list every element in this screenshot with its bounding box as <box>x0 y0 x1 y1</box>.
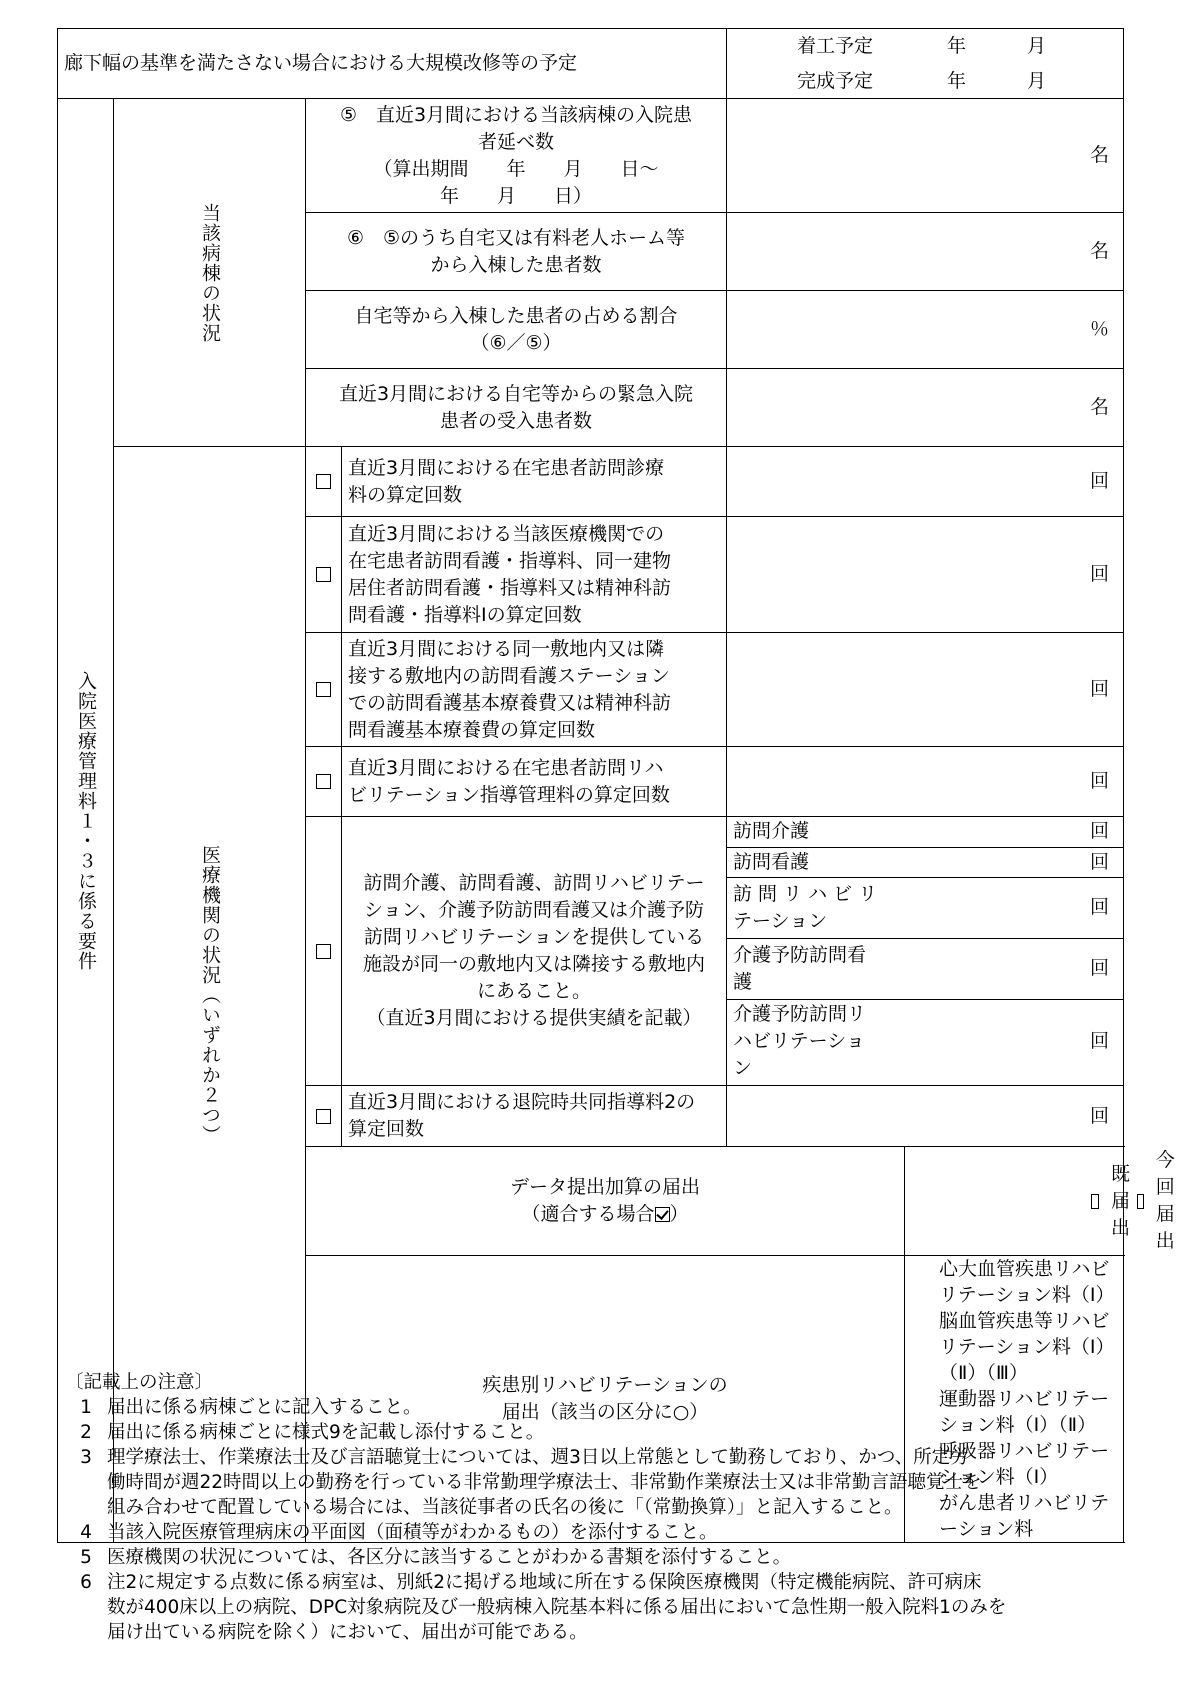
checkbox[interactable] <box>316 1109 331 1124</box>
text-line: 算定回数 <box>348 1118 425 1140</box>
data-submission-label <box>306 1147 905 1256</box>
inst-row-text <box>342 517 727 633</box>
ward-label: 当該病棟の状況 <box>199 202 221 343</box>
inst-row-value[interactable]: 回 <box>727 447 1124 517</box>
sub-row-1 <box>727 817 1123 847</box>
note-number: 6 <box>80 1572 92 1593</box>
text-line: 当該入院医療管理病床の平面図（面積等がわかるもの）を添付すること。 <box>107 1522 718 1543</box>
note-number: 2 <box>80 1422 92 1443</box>
text-line: 疾患別リハビリテーションの <box>482 1374 728 1396</box>
rehab-item[interactable]: 運動器リハビリテーション料（Ⅰ）（Ⅱ） <box>939 1388 1110 1436</box>
inst-row-1 <box>58 447 1124 517</box>
text-line: での訪問看護基本療養費又は精神科訪 <box>348 691 672 714</box>
ward-row-value[interactable]: ％ <box>727 291 1124 369</box>
text-line: 届け出ている病院を除く）において、届出が可能である。 <box>107 1622 588 1643</box>
text-line: データ提出加算の届出 <box>510 1176 701 1198</box>
start-year-label: 年 <box>947 34 967 57</box>
note-number: 3 <box>80 1447 92 1468</box>
sub-value[interactable]: 回 <box>1069 938 1123 999</box>
checkbox[interactable] <box>1137 1194 1144 1209</box>
text-line: 直近3月間における当該医療機関での <box>348 522 665 545</box>
text-line: 訪問介護、訪問看護、訪問リハビリテー <box>363 872 705 894</box>
rehab-item[interactable]: 心大血管疾患リハビリテーション料（Ⅰ） <box>939 1258 1115 1306</box>
text-line: 届出に係る病棟ごとに様式9を記載し添付すること。 <box>107 1422 545 1443</box>
start-label: 着工予定 <box>797 34 874 57</box>
complete-label: 完成予定 <box>797 69 874 92</box>
inst-checkbox-cell[interactable] <box>306 633 342 747</box>
text-line: 問看護・指導料Ⅰの算定回数 <box>348 603 582 626</box>
service-row-text <box>342 817 727 1086</box>
inst-row-text <box>342 447 727 517</box>
text-line: （直近3月間における提供実績を記載） <box>366 1007 702 1029</box>
option-label: 今回届出 <box>1155 1149 1175 1252</box>
text-line: 料の算定回数 <box>348 483 463 506</box>
ward-row-value[interactable]: 名 <box>727 369 1124 447</box>
sub-row-5 <box>727 999 1123 1084</box>
discharge-checkbox-cell[interactable] <box>306 1086 342 1147</box>
checkbox[interactable] <box>316 682 331 697</box>
checkbox[interactable] <box>316 474 331 489</box>
note-item <box>65 1545 1125 1570</box>
ward-label-cell <box>114 99 306 447</box>
text-line: 働時間が週22時間以上の勤務を行っている非常勤理学療法士、非常勤作業療法士又は非常勤言語聴覚士を <box>107 1472 982 1493</box>
service-checkbox-cell[interactable] <box>306 817 342 1086</box>
sub-row-2 <box>727 847 1123 877</box>
text-line: 直近3月間における在宅患者訪問リハ <box>348 756 664 779</box>
inst-row-value[interactable]: 回 <box>727 747 1124 817</box>
rehab-item[interactable]: 脳血管疾患等リハビリテーション料（Ⅰ）（Ⅱ）（Ⅲ） <box>939 1310 1115 1384</box>
text-line: ビリテーション指導管理料の算定回数 <box>348 783 670 806</box>
text-line: ⑤ 直近3月間における当該病棟の入院患 <box>339 103 693 126</box>
ward-row-text <box>306 213 727 291</box>
text-line: （⑥／⑤） <box>470 331 562 354</box>
data-submission-options <box>905 1147 1175 1256</box>
inst-label: 医療機関の状況（いずれか２つ） <box>199 844 221 1145</box>
start-month-label: 月 <box>1027 34 1047 57</box>
sub-label <box>727 938 1069 999</box>
note-item <box>65 1395 1125 1420</box>
checkbox[interactable] <box>316 774 331 789</box>
check-mark-icon <box>655 1207 670 1222</box>
note-number: 1 <box>80 1397 92 1418</box>
text-line: 接する敷地内の訪問看護ステーション <box>348 664 670 687</box>
checkbox[interactable] <box>316 567 331 582</box>
sub-value[interactable]: 回 <box>1069 847 1123 877</box>
text-line: 直近3月間における自宅等からの緊急入院 <box>338 382 694 405</box>
text-line: 患者の受入患者数 <box>440 409 593 432</box>
text-line: 医療機関の状況については、各区分に該当することがわかる書類を添付すること。 <box>107 1547 792 1568</box>
text-line: 介護予防訪問看 <box>733 943 867 966</box>
service-sub-table <box>727 817 1123 1084</box>
text-line: 届出（該当の区分に○） <box>501 1401 709 1423</box>
text-line <box>306 1201 904 1228</box>
outer-label-cell <box>58 99 114 1543</box>
notes-heading: 〔記載上の注意〕 <box>65 1372 214 1393</box>
text-line: 組み合わせて配置している場合には、当該従事者の氏名の後に「（常勤換算）」と記入すること。 <box>107 1497 903 1518</box>
text-line: 介護予防訪問リ <box>733 1003 867 1026</box>
text-line: 在宅患者訪問看護・指導料、同一建物 <box>348 549 672 572</box>
ward-row-1 <box>58 99 1124 213</box>
schedule-label: 廊下幅の基準を満たさない場合における大規模改修等の予定 <box>58 29 727 99</box>
notes-section <box>65 1370 1125 1645</box>
text-line: テーション <box>733 909 828 932</box>
note-item <box>65 1420 1125 1445</box>
sub-row-3 <box>727 877 1123 938</box>
note-number: 4 <box>80 1522 92 1543</box>
text-line: 直近3月間における在宅患者訪問診療 <box>348 456 665 479</box>
schedule-row <box>58 29 1124 99</box>
checkbox[interactable] <box>316 944 331 959</box>
note-item <box>65 1445 1125 1520</box>
label-part: （適合する場合 <box>521 1203 655 1225</box>
sub-label <box>727 999 1069 1084</box>
option-label: 既届出 <box>1110 1162 1130 1239</box>
complete-month-label: 月 <box>1027 69 1047 92</box>
inst-checkbox-cell[interactable] <box>306 747 342 817</box>
ward-row-value[interactable]: 名 <box>727 213 1124 291</box>
complete-year-label: 年 <box>947 69 967 92</box>
text-line: 理学療法士、作業療法士及び言語聴覚士については、週3日以上常態として勤務しており、かつ、所定労 <box>107 1447 969 1468</box>
text-line: 施設が同一の敷地内又は隣接する敷地内 <box>363 953 706 975</box>
rehab-item[interactable]: 呼吸器リハビリテーション料（Ⅰ） <box>939 1440 1110 1488</box>
note-item <box>65 1520 1125 1545</box>
sub-label: 訪問介護 <box>727 817 1069 847</box>
label-part: ） <box>669 1203 689 1225</box>
text-line: 者延べ数 <box>478 130 555 153</box>
text-line: 注2に規定する点数に係る病室は、別紙2に掲げる地域に所在する保険医療機関（特定機能病院、許可病床 <box>107 1572 982 1593</box>
text-line: 数が400床以上の病院、DPC対象病院及び一般病棟入院基本料に係る届出において急性期一般入院料1のみを <box>107 1597 1007 1618</box>
inst-row-value[interactable]: 回 <box>727 517 1124 633</box>
sub-value[interactable]: 回 <box>1069 877 1123 938</box>
ward-row-text <box>306 369 727 447</box>
note-item <box>65 1570 1125 1645</box>
inst-checkbox-cell[interactable] <box>306 447 342 517</box>
sub-value[interactable]: 回 <box>1090 1030 1110 1053</box>
text-line: ション、介護予防訪問看護又は介護予防 <box>363 899 705 921</box>
option-file-now[interactable] <box>1137 1147 1181 1255</box>
text-line: ⑥ ⑤のうち自宅又は有料老人ホーム等 <box>346 226 686 249</box>
sub-label <box>727 877 1069 938</box>
option-already-filed[interactable] <box>1091 1147 1137 1255</box>
text-line: ン <box>733 1057 753 1080</box>
text-line: にあること。 <box>477 980 592 1002</box>
discharge-row-value[interactable]: 回 <box>727 1086 1124 1147</box>
rehab-item[interactable]: がん患者リハビリテーション料 <box>939 1492 1110 1540</box>
inst-row-value[interactable]: 回 <box>727 633 1124 747</box>
text-line: 直近3月間における同一敷地内又は隣 <box>348 637 665 660</box>
note-number: 5 <box>80 1547 92 1568</box>
outer-label: 入院医療管理料１・３に係る要件 <box>75 670 97 971</box>
text-line: 訪 問 リ ハ ビ リ <box>733 882 878 905</box>
text-line: 護 <box>733 970 753 993</box>
text-line: 訪問リハビリテーションを提供している <box>363 926 705 948</box>
text-line: 居住者訪問看護・指導料又は精神科訪 <box>348 576 672 599</box>
ward-row-text <box>306 99 727 213</box>
ward-row-value[interactable]: 名 <box>727 99 1124 213</box>
text-line: 自宅等から入棟した患者の占める割合 <box>354 304 678 327</box>
service-sub-cell <box>727 817 1124 1086</box>
sub-row-4 <box>727 938 1123 999</box>
requirements-table <box>57 28 1175 1543</box>
sub-label: 訪問看護 <box>727 847 1069 877</box>
text-line: （算出期間 年 月 日～ <box>373 157 659 180</box>
inst-row-text <box>342 633 727 747</box>
discharge-row-text <box>342 1086 727 1147</box>
schedule-dates[interactable] <box>727 29 1124 99</box>
text-line: から入棟した患者数 <box>430 253 602 276</box>
text-line: 届出に係る病棟ごとに記入すること。 <box>107 1397 422 1418</box>
text-line: 年 月 日） <box>440 184 593 207</box>
inst-checkbox-cell[interactable] <box>306 517 342 633</box>
text-line: ハビリテーショ <box>733 1030 865 1053</box>
checkbox[interactable] <box>1091 1194 1099 1209</box>
text-line: 直近3月間における退院時共同指導料2の <box>348 1091 696 1113</box>
sub-value[interactable]: 回 <box>1069 817 1123 847</box>
inst-row-text <box>342 747 727 817</box>
text-line: 問看護基本療養費の算定回数 <box>348 718 596 741</box>
ward-row-text <box>306 291 727 369</box>
